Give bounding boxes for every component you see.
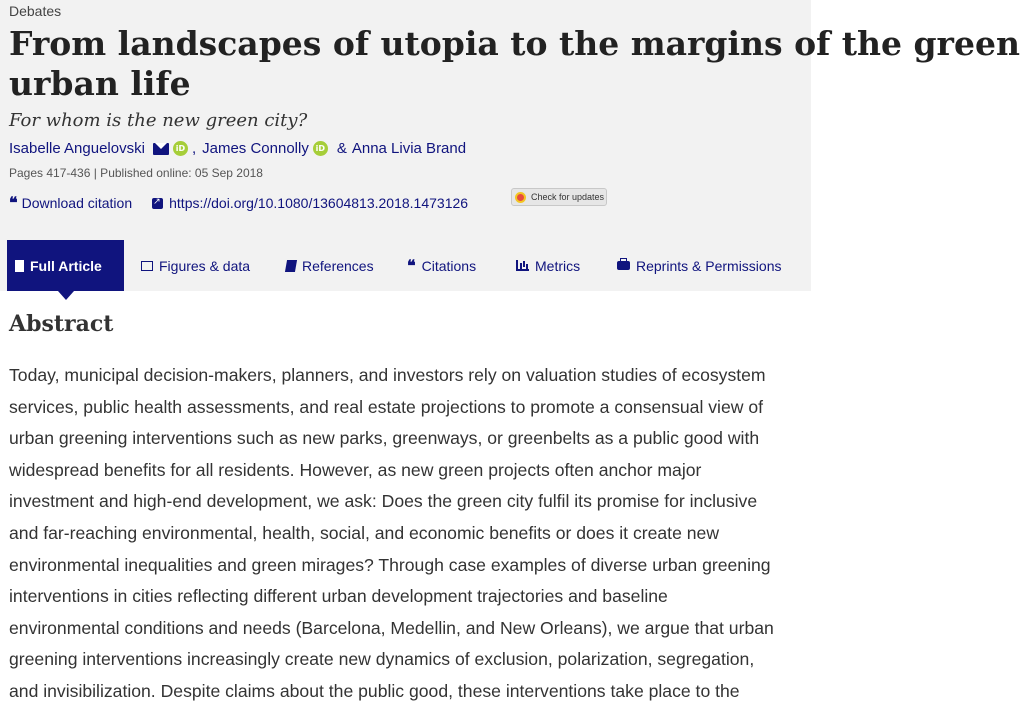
abstract-line: environmental inequalities and green mirages? Through case examples of diverse urban greening xyxy=(9,554,771,575)
section-label: Debates xyxy=(9,3,62,19)
tab-label: Citations xyxy=(421,257,477,274)
title-line-2: urban life xyxy=(9,64,191,103)
image-icon xyxy=(141,261,153,271)
tab-metrics[interactable] xyxy=(516,240,580,291)
article-tabs xyxy=(0,240,811,291)
tab-references[interactable] xyxy=(286,240,374,291)
abstract-line: Today, municipal decision-makers, planners, and investors rely on valuation studies of ecosystem xyxy=(9,365,766,385)
author-ampersand: & xyxy=(336,140,347,157)
tab-label: References xyxy=(302,257,374,274)
doi-label: https://doi.org/10.1080/13604813.2018.1473126 xyxy=(169,195,469,211)
author-link[interactable]: Anna Livia Brand xyxy=(351,140,467,157)
bar-chart-icon xyxy=(516,260,529,271)
doi-link[interactable] xyxy=(152,195,468,211)
tab-citations[interactable] xyxy=(407,240,476,291)
title-line-1: From landscapes of utopia to the margins of the green xyxy=(9,24,1020,63)
download-citation-link[interactable] xyxy=(9,195,132,211)
orcid-icon[interactable]: iD xyxy=(313,141,328,156)
author-list xyxy=(9,140,466,157)
crossmark-icon xyxy=(515,192,526,203)
quote-icon: ❝ xyxy=(9,193,18,212)
abstract-text xyxy=(9,360,839,708)
download-citation-label: Download citation xyxy=(21,195,133,211)
abstract-line: investment and high-end development, we ask: Does the green city fulfil its promise for inclusive xyxy=(9,491,758,512)
tab-full-article[interactable] xyxy=(7,240,124,291)
check-for-updates-label: Check for updates xyxy=(531,192,605,202)
author-separator: , xyxy=(191,140,197,157)
email-icon[interactable] xyxy=(153,143,169,155)
abstract-line: services, public health assessments, and real estate projections to promote a consensual view of xyxy=(9,396,763,417)
article-subtitle: For whom is the new green city? xyxy=(9,110,308,131)
article-header xyxy=(0,0,1020,291)
check-for-updates-button[interactable] xyxy=(511,188,607,206)
orcid-icon[interactable]: iD xyxy=(173,141,188,156)
abstract-line: greening interventions increasingly create new dynamics of exclusion, polarization, segregation, xyxy=(9,649,755,670)
abstract-line: interventions in cities reflecting different urban development trajectories and baseline xyxy=(9,586,668,607)
external-link-icon xyxy=(152,198,163,209)
tab-reprints-permissions[interactable] xyxy=(617,240,782,291)
author-link[interactable]: Isabelle Anguelovski xyxy=(9,140,145,157)
abstract-line: environmental conditions and needs (Barcelona, Medellin, and New Orleans), we argue that urban xyxy=(9,617,774,638)
book-icon xyxy=(285,260,297,272)
quote-icon: ❝ xyxy=(407,255,416,275)
tab-label: Reprints & Permissions xyxy=(636,257,782,274)
tab-figures-data[interactable] xyxy=(141,240,250,291)
abstract-line: and far-reaching environmental, health, social, and economic benefits or does it create new xyxy=(9,522,720,543)
article-links xyxy=(9,195,488,211)
tab-label: Full Article xyxy=(30,257,102,274)
publication-meta: Pages 417-436 | Published online: 05 Sep 2018 xyxy=(9,166,263,180)
abstract-heading: Abstract xyxy=(9,311,114,337)
abstract-line: and invisibilization. Despite claims about the public good, these interventions take place to the xyxy=(9,680,740,701)
printer-icon xyxy=(617,261,630,270)
abstract-line: urban greening interventions such as new parks, greenways, or greenbelts as a public good with xyxy=(9,428,760,449)
author-link[interactable]: James Connolly xyxy=(202,140,309,157)
article-title xyxy=(9,24,1020,104)
abstract-line: widespread benefits for all residents. However, as new green projects often anchor major xyxy=(9,459,702,480)
tab-label: Figures & data xyxy=(159,257,251,274)
tab-label: Metrics xyxy=(535,257,581,274)
document-icon xyxy=(15,260,24,272)
